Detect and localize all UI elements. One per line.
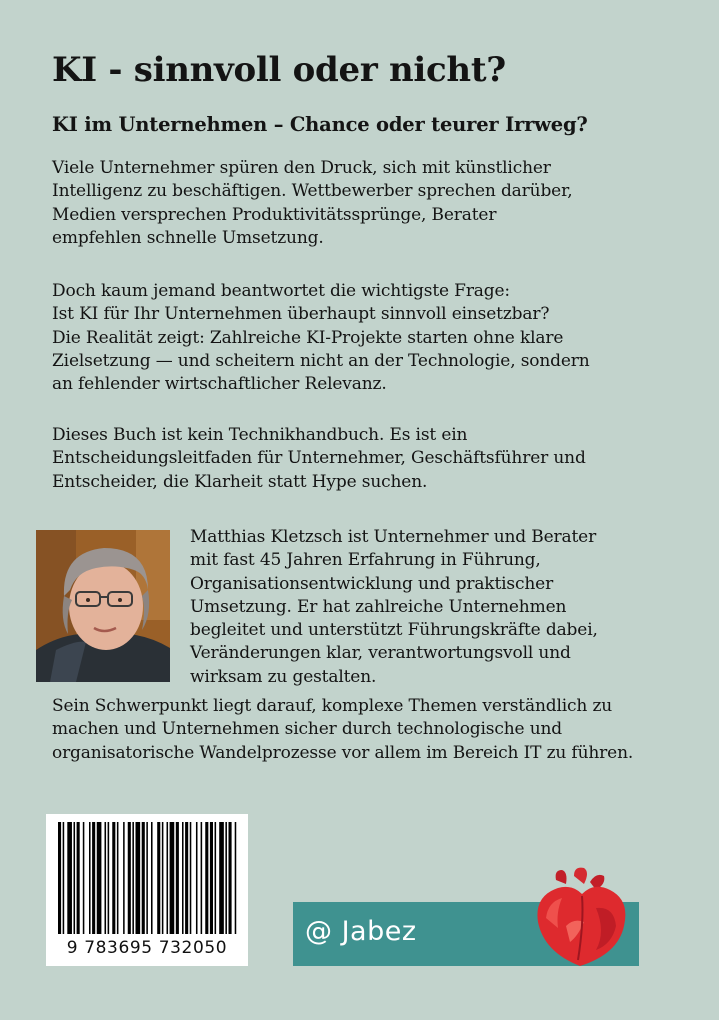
text-line: an fehlender wirtschaftlicher Relevanz. [52,374,387,395]
text-line: Medien versprechen Produktivitätssprünge, Berater [52,204,497,225]
anatomical-heart-icon [526,866,634,974]
text-line: Viele Unternehmer spüren den Druck, sich mit künstlicher [52,158,551,178]
text-line: Umsetzung. Er hat zahlreiche Unternehmen [190,596,567,617]
book-subtitle: KI im Unternehmen – Chance oder teurer Irrweg? [52,113,588,136]
text-line: Organisationsentwicklung und praktischer [190,573,554,594]
isbn-barcode [46,814,248,966]
isbn-digits: 9 783695 732050 [66,938,228,958]
purpose-paragraph [52,424,586,494]
text-line: Doch kaum jemand beantwortet die wichtigste Frage: [52,281,511,301]
text-line: Veränderungen klar, verantwortungsvoll und [190,643,571,664]
text-line: Matthias Kletzsch ist Unternehmer und Berater [190,527,597,547]
text-line: Sein Schwerpunkt liegt darauf, komplexe Themen verständlich zu [52,696,613,716]
text-line: Intelligenz zu beschäftigen. Wettbewerber sprechen darüber, [52,181,573,202]
text-line: Entscheidungsleitfaden für Unternehmer, Geschäftsführer und [52,448,586,469]
text-line: mit fast 45 Jahren Erfahrung in Führung, [190,550,541,571]
barcode-bars-icon [46,814,248,938]
question-paragraph [52,280,590,396]
focus-paragraph [52,695,633,765]
book-title: KI - sinnvoll oder nicht? [52,50,506,90]
text-line: organisatorische Wandelprozesse vor allem im Bereich IT zu führen. [52,742,634,763]
text-line: Entscheider, die Klarheit statt Hype suchen. [52,471,428,492]
publisher-name: @ Jabez [305,916,417,947]
text-line: Zielsetzung — und scheitern nicht an der Technologie, sondern [52,350,590,371]
text-line: Dieses Buch ist kein Technikhandbuch. Es ist ein [52,425,468,445]
text-line: Die Realität zeigt: Zahlreiche KI-Projekte starten ohne klare [52,327,564,348]
intro-paragraph [52,157,572,250]
text-line: machen und Unternehmen sicher durch technologische und [52,719,563,740]
text-line: Ist KI für Ihr Unternehmen überhaupt sinnvoll einsetzbar? [52,304,550,325]
text-line: empfehlen schnelle Umsetzung. [52,227,324,248]
author-bio [190,526,598,689]
text-line: wirksam zu gestalten. [190,666,377,687]
text-line: begleitet und unterstützt Führungskräfte dabei, [190,620,598,641]
author-photo [36,530,170,682]
